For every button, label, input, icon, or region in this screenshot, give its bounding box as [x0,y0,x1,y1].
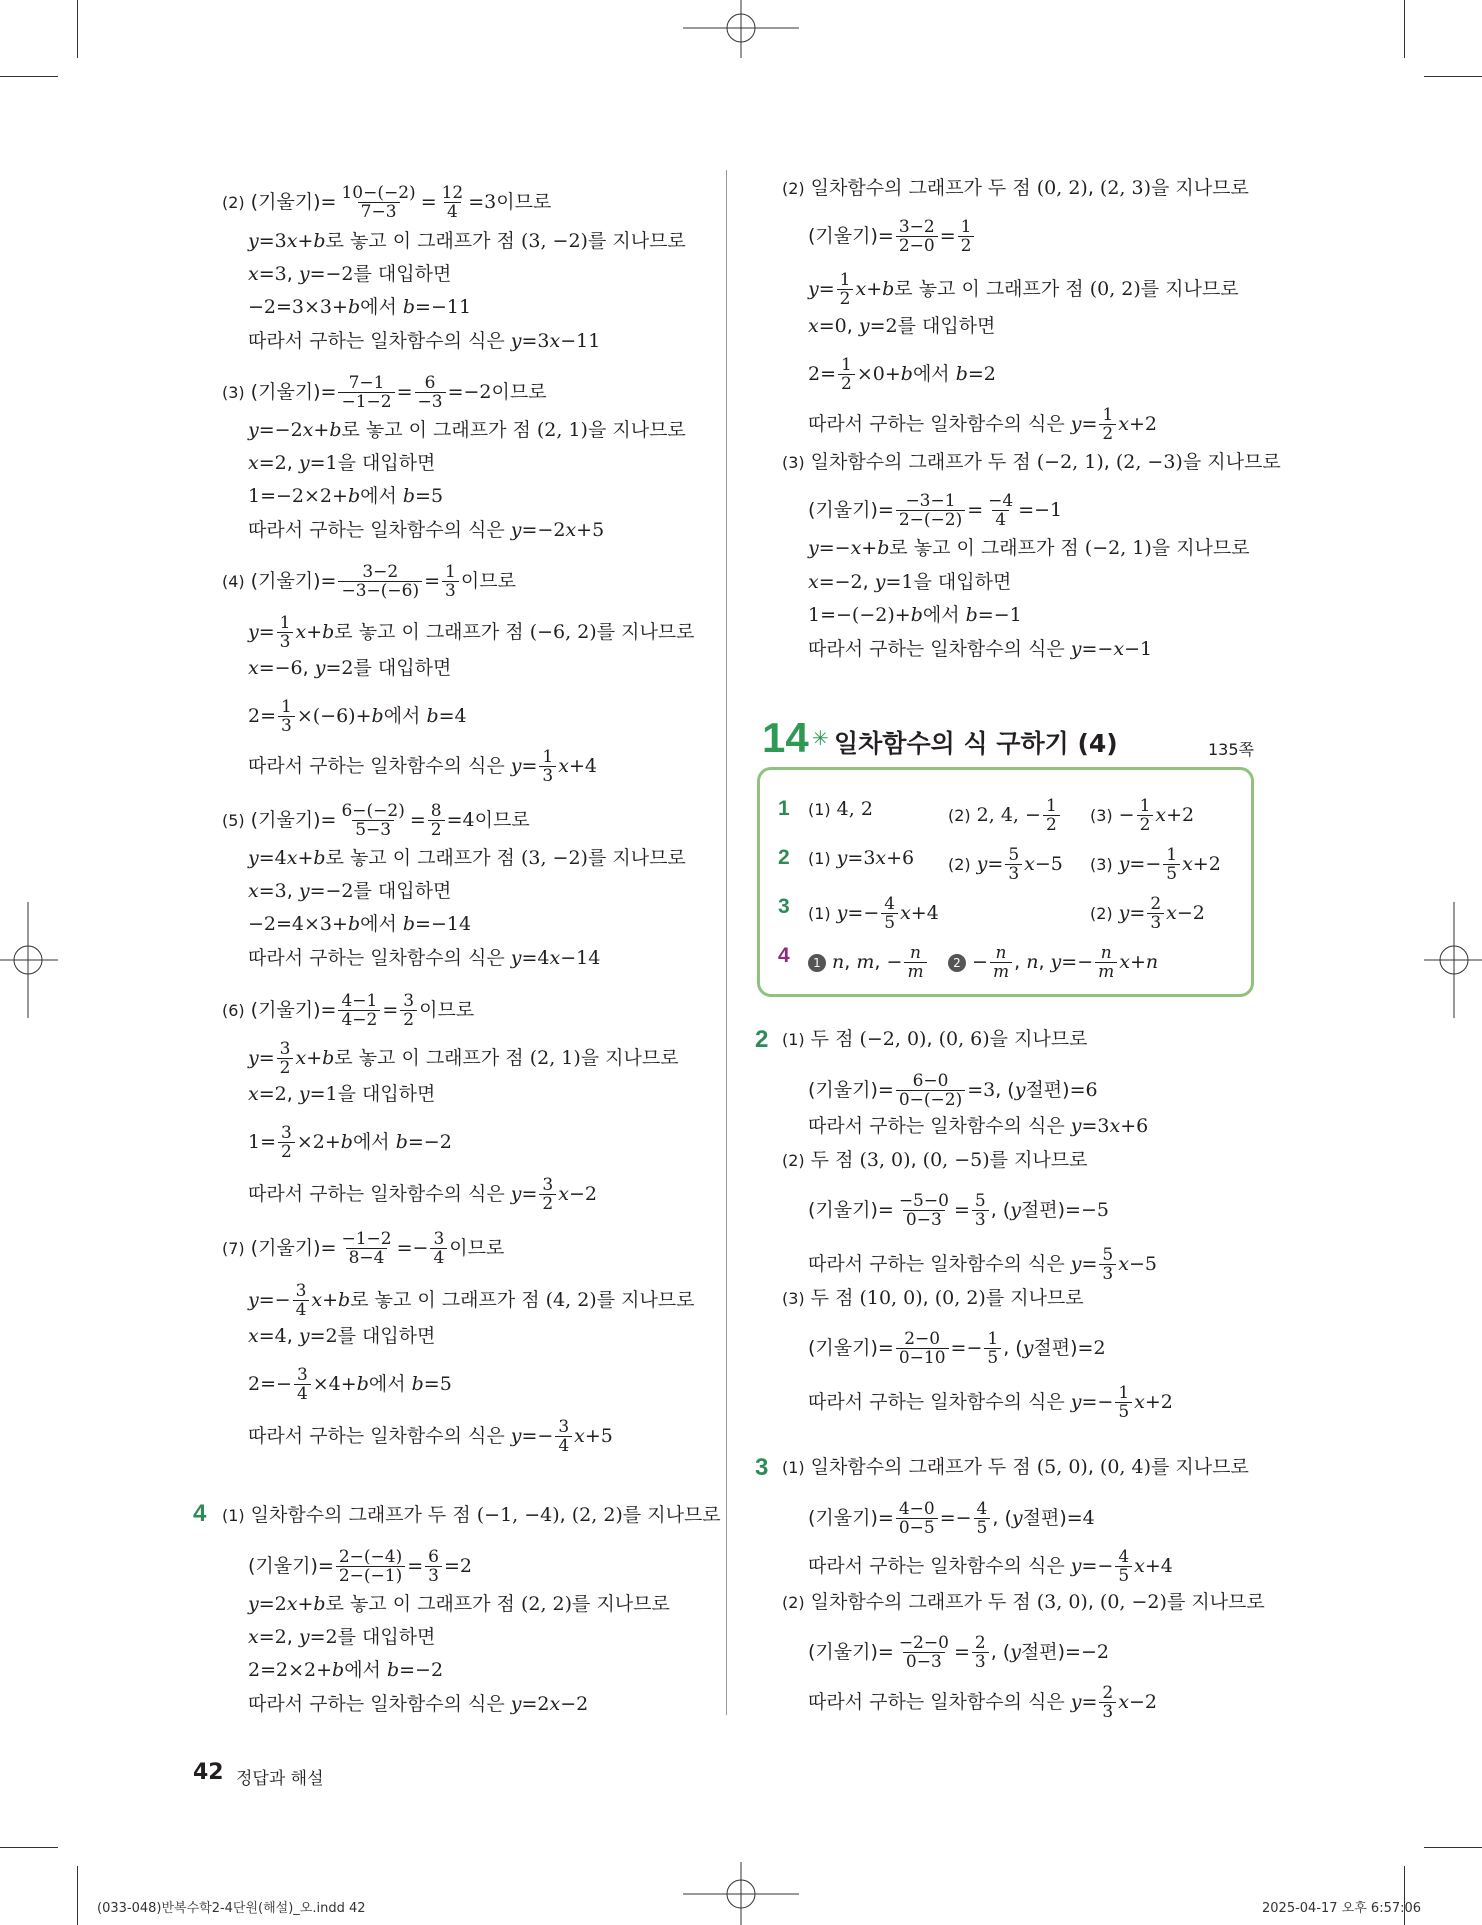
solution-line: (3) (기울기)= $\frac{7-1}{-1-2}$ = $\frac{6}{-3}$ =−2이므로 [222,373,547,412]
solution-line: (기울기)= $\frac{-2-0}{0-3}$ = $\frac{2}{3}$ , (y절편)=−2 [808,1633,1109,1672]
solution-line: (1) 두 점 (−2, 0), (0, 6)을 지나므로 [782,1028,1088,1050]
solution-line: x=0, y=2를 대입하면 [808,315,996,337]
column-divider [726,170,727,1715]
solution-line: (3) 일차함수의 그래프가 두 점 (−2, 1), (2, −3)을 지나므로 [782,451,1281,473]
answer-item: (3) − $\frac{1}{2}$ x+2 [1090,796,1195,835]
solution-line: 따라서 구하는 일차함수의 식은 y=− $\frac{1}{5}$ x+2 [808,1383,1173,1422]
solution-line: y= $\frac{1}{2}$ x+b로 놓고 이 그래프가 점 (0, 2)를 지나므로 [808,270,1239,309]
solution-line: x=2, y=2를 대입하면 [248,1626,436,1648]
registration-mark-top [683,0,799,60]
solution-line: x=2, y=1을 대입하면 [248,452,436,474]
solution-line: (2) 일차함수의 그래프가 두 점 (0, 2), (2, 3)을 지나므로 [782,177,1249,199]
solution-line: y= $\frac{3}{2}$ x+b로 놓고 이 그래프가 점 (2, 1)을 지나므로 [248,1039,679,1078]
solution-line: (2) 일차함수의 그래프가 두 점 (3, 0), (0, −2)를 지나므로 [782,1591,1265,1613]
solution-line: 따라서 구하는 일차함수의 식은 y= $\frac{2}{3}$ x−2 [808,1683,1157,1722]
solution-line: −2=3×3+b에서 b=−11 [248,296,472,318]
solution-line: 따라서 구하는 일차함수의 식은 y=3x−11 [248,330,601,352]
page-number: 42 [193,1760,224,1785]
solution-line: 따라서 구하는 일차함수의 식은 y= $\frac{3}{2}$ x−2 [248,1175,597,1214]
solution-line: (3) 두 점 (10, 0), (0, 2)를 지나므로 [782,1287,1084,1309]
solution-line: y=3x+b로 놓고 이 그래프가 점 (3, −2)를 지나므로 [248,230,686,252]
answer-item: (2) y= $\frac{5}{3}$ x−5 [948,845,1063,884]
solution-line: y=2x+b로 놓고 이 그래프가 점 (2, 2)를 지나므로 [248,1593,670,1615]
solution-line: y=− $\frac{3}{4}$ x+b로 놓고 이 그래프가 점 (4, 2)를 지나므로 [248,1281,695,1320]
section-number: 14 [762,714,809,761]
solution-line: (5) (기울기)= $\frac{6-(-2)}{5-3}$ = $\frac{8}{2}$ =4이므로 [222,801,530,840]
solution-line: y=4x+b로 놓고 이 그래프가 점 (3, −2)를 지나므로 [248,847,686,869]
solution-line: x=−6, y=2를 대입하면 [248,657,452,679]
solution-line: (1) 일차함수의 그래프가 두 점 (5, 0), (0, 4)를 지나므로 [782,1456,1249,1478]
answer-item: (2) 2, 4, − $\frac{1}{2}$ [948,797,1062,834]
slug-timestamp: 2025-04-17 오후 6:57:06 [1262,1901,1422,1916]
solution-line: 1=−(−2)+b에서 b=−1 [808,604,1022,626]
answer-item: (2) y= $\frac{2}{3}$ x−2 [1090,894,1205,933]
solution-line: x=−2, y=1을 대입하면 [808,571,1012,593]
solution-line: 2=2×2+b에서 b=−2 [248,1659,444,1681]
section-page: 135쪽 [1208,740,1254,759]
answer-item: 2 − $\frac{n}{m}$ , n, y=− $\frac{n}{m}$ x+n [948,944,1158,981]
solution-line: 1=−2×2+b에서 b=5 [248,485,444,507]
answer-number: 1 [778,797,790,820]
solution-line: 따라서 구하는 일차함수의 식은 y=−x−1 [808,638,1153,660]
solution-line: (기울기)= $\frac{-5-0}{0-3}$ = $\frac{5}{3}$ , (y절편)=−5 [808,1191,1109,1230]
solution-line: (기울기)= $\frac{3-2}{2-0}$ = $\frac{1}{2}$ [808,218,976,255]
solution-line: x=3, y=−2를 대입하면 [248,263,452,285]
solution-line: (기울기)= $\frac{2-0}{0-10}$ =− $\frac{1}{5}$ , (y절편)=2 [808,1329,1106,1368]
solution-line: 따라서 구하는 일차함수의 식은 y= $\frac{1}{3}$ x+4 [248,747,597,786]
slug-filename: (033-048)반복수학2-4단원(해설)_오.indd 42 [97,1901,366,1916]
solution-line: 따라서 구하는 일차함수의 식은 y= $\frac{1}{2}$ x+2 [808,405,1157,444]
page-section-label: 정답과 해설 [236,1769,324,1789]
solution-line: (1) 일차함수의 그래프가 두 점 (−1, −4), (2, 2)를 지나므로 [222,1504,721,1526]
answer-item: 1 n, m, − $\frac{n}{m}$ [808,944,929,981]
registration-mark-bottom [683,1862,799,1925]
solution-line: y= $\frac{1}{3}$ x+b로 놓고 이 그래프가 점 (−6, 2)를 지나므로 [248,613,695,652]
solution-line: (기울기)= $\frac{6-0}{0-(-2)}$ =3, (y절편)=6 [808,1071,1098,1110]
solution-line: x=2, y=1을 대입하면 [248,1083,436,1105]
solution-line: 따라서 구하는 일차함수의 식은 y=2x−2 [248,1693,589,1715]
section-title: 일차함수의 식 구하기 (4) [834,729,1118,758]
solution-line: 2= $\frac{1}{2}$ ×0+b에서 b=2 [808,355,996,394]
solution-line: 따라서 구하는 일차함수의 식은 y= $\frac{5}{3}$ x−5 [808,1245,1157,1284]
solution-line: 따라서 구하는 일차함수의 식은 y=− $\frac{3}{4}$ x+5 [248,1417,613,1456]
solution-line: y=−x+b로 놓고 이 그래프가 점 (−2, 1)을 지나므로 [808,537,1250,559]
solution-line: (7) (기울기)= $\frac{-1-2}{8-4}$ =− $\frac{3}{4}$ 이므로 [222,1229,505,1268]
solution-line: −2=4×3+b에서 b=−14 [248,913,472,935]
solution-line: 2=− $\frac{3}{4}$ ×4+b에서 b=5 [248,1365,452,1404]
solution-line: 따라서 구하는 일차함수의 식은 y=− $\frac{4}{5}$ x+4 [808,1547,1173,1586]
solution-line: (기울기)= $\frac{2-(-4)}{2-(-1)}$ = $\frac{6}{3}$ =2 [248,1547,472,1586]
solution-line: 따라서 구하는 일차함수의 식은 y=3x+6 [808,1115,1149,1137]
problem-number: 3 [755,1454,769,1481]
solution-line: (기울기)= $\frac{4-0}{0-5}$ =− $\frac{4}{5}$ , (y절편)=4 [808,1499,1095,1538]
answer-item: (1) 4, 2 [808,798,873,820]
problem-number: 4 [193,1500,207,1527]
solution-line: 따라서 구하는 일차함수의 식은 y=−2x+5 [248,519,605,541]
star-icon: ✳ [812,726,829,750]
answer-item: (1) y=3x+6 [808,847,915,869]
solution-line: (기울기)= $\frac{-3-1}{2-(-2)}$ = $\frac{-4}{4}$ =−1 [808,491,1063,530]
solution-line: x=4, y=2를 대입하면 [248,1325,436,1347]
solution-line: (2) 두 점 (3, 0), (0, −5)를 지나므로 [782,1149,1088,1171]
solution-line: 따라서 구하는 일차함수의 식은 y=4x−14 [248,947,601,969]
solution-line: 2= $\frac{1}{3}$ ×(−6)+b에서 b=4 [248,697,467,736]
solution-line: x=3, y=−2를 대입하면 [248,880,452,902]
registration-mark-left [0,902,60,1018]
registration-mark-right [1424,902,1482,1018]
answer-number: 4 [778,944,790,967]
solution-line: (2) (기울기)= $\frac{10-(-2)}{7-3}$ = $\frac{12}{4}$ =3이므로 [222,183,552,222]
solution-line: 1= $\frac{3}{2}$ ×2+b에서 b=−2 [248,1123,452,1162]
solution-line: y=−2x+b로 놓고 이 그래프가 점 (2, 1)을 지나므로 [248,419,686,441]
answer-number: 2 [778,846,790,869]
answer-number: 3 [778,895,790,918]
answer-item: (3) y=− $\frac{1}{5}$ x+2 [1090,845,1221,884]
solution-line: (4) (기울기)= $\frac{3-2}{-3-(-6)}$ = $\frac{1}{3}$ 이므로 [222,562,516,601]
problem-number: 2 [755,1026,769,1053]
answer-item: (1) y=− $\frac{4}{5}$ x+4 [808,894,939,933]
solution-line: (6) (기울기)= $\frac{4-1}{4-2}$ = $\frac{3}{2}$ 이므로 [222,991,475,1030]
